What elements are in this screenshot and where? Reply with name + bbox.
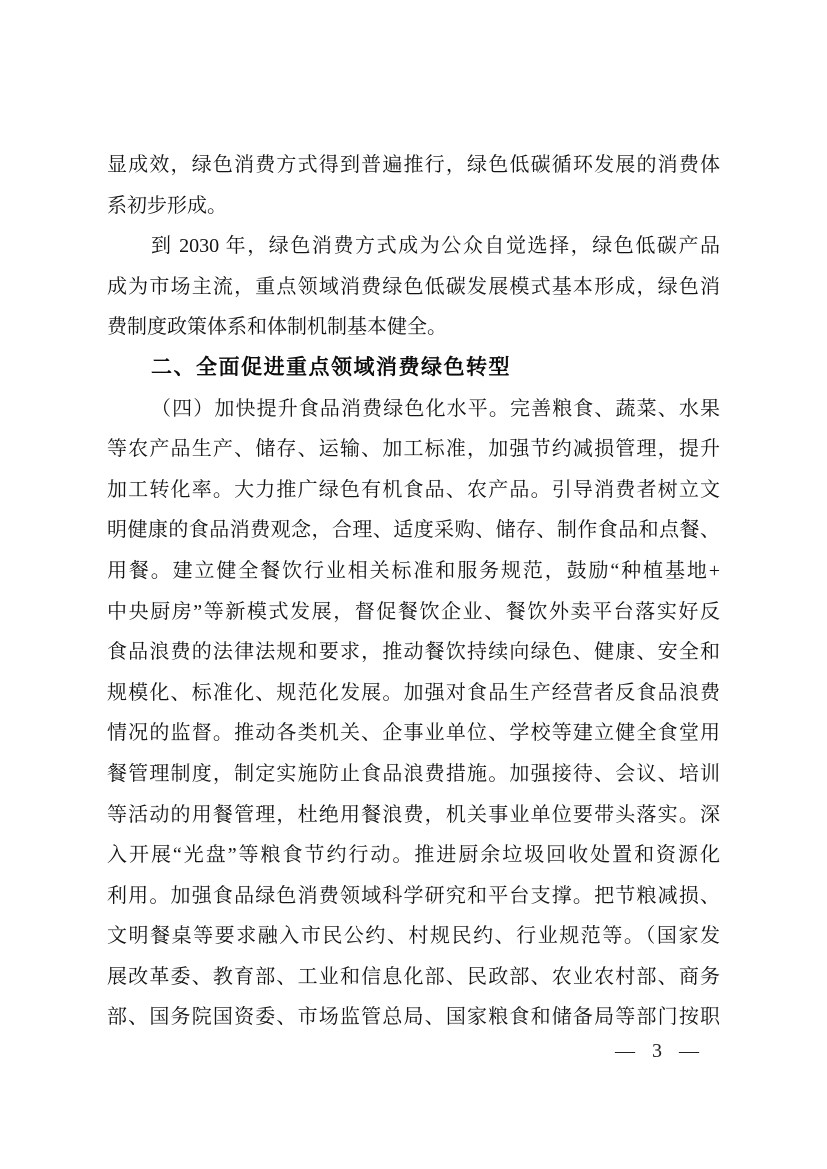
page-number: — 3 — bbox=[615, 1040, 705, 1062]
text-line: 中央厨房”等新模式发展，督促餐饮企业、餐饮外卖平台落实好反 bbox=[107, 600, 720, 623]
text-line: 等农产品生产、储存、运输、加工标准，加强节约减损管理，提升 bbox=[107, 438, 720, 461]
text-line: 展改革委、教育部、工业和信息化部、民政部、农业农村部、商务 bbox=[107, 965, 720, 988]
text-line: 显成效，绿色消费方式得到普遍推行，绿色低碳循环发展的消费体 bbox=[107, 154, 720, 176]
text-line: 等活动的用餐管理，杜绝用餐浪费，机关事业单位要带头落实。深 bbox=[107, 803, 720, 826]
text-line: 费制度政策体系和体制机制基本健全。 bbox=[107, 316, 447, 339]
text-line: 规模化、标准化、规范化发展。加强对食品生产经营者反食品浪费 bbox=[107, 681, 720, 704]
text-line: 利用。加强食品绿色消费领域科学研究和平台支撑。把节粮减损、 bbox=[107, 884, 720, 907]
text-line: 系初步形成。 bbox=[107, 194, 227, 217]
section-heading: 二、全面促进重点领域消费绿色转型 bbox=[151, 355, 511, 379]
text-line: 到 2030 年，绿色消费方式成为公众自觉选择，绿色低碳产品 bbox=[151, 235, 720, 258]
text-line: 明健康的食品消费观念，合理、适度采购、储存、制作食品和点餐、 bbox=[107, 519, 720, 542]
text-line: 用餐。建立健全餐饮行业相关标准和服务规范，鼓励“种植基地+ bbox=[107, 559, 720, 582]
text-line: 入开展“光盘”等粮食节约行动。推进厨余垃圾回收处置和资源化 bbox=[107, 844, 720, 867]
document-body bbox=[107, 145, 720, 1038]
text-line: 加工转化率。大力推广绿色有机食品、农产品。引导消费者树立文 bbox=[107, 478, 720, 501]
text-line: 情况的监督。推动各类机关、企事业单位、学校等建立健全食堂用 bbox=[107, 722, 720, 745]
text-line: 食品浪费的法律法规和要求，推动餐饮持续向绿色、健康、安全和 bbox=[107, 641, 720, 664]
text-line: 文明餐桌等要求融入市民公约、村规民约、行业规范等。（国家发 bbox=[107, 925, 720, 948]
text-line: （四）加快提升食品消费绿色化水平。完善粮食、蔬菜、水果 bbox=[151, 397, 720, 420]
text-line: 餐管理制度，制定实施防止食品浪费措施。加强接待、会议、培训 bbox=[107, 762, 720, 785]
text-line: 成为市场主流，重点领域消费绿色低碳发展模式基本形成，绿色消 bbox=[107, 275, 720, 298]
text-line: 部、国务院国资委、市场监管总局、国家粮食和储备局等部门按职 bbox=[107, 1006, 720, 1029]
